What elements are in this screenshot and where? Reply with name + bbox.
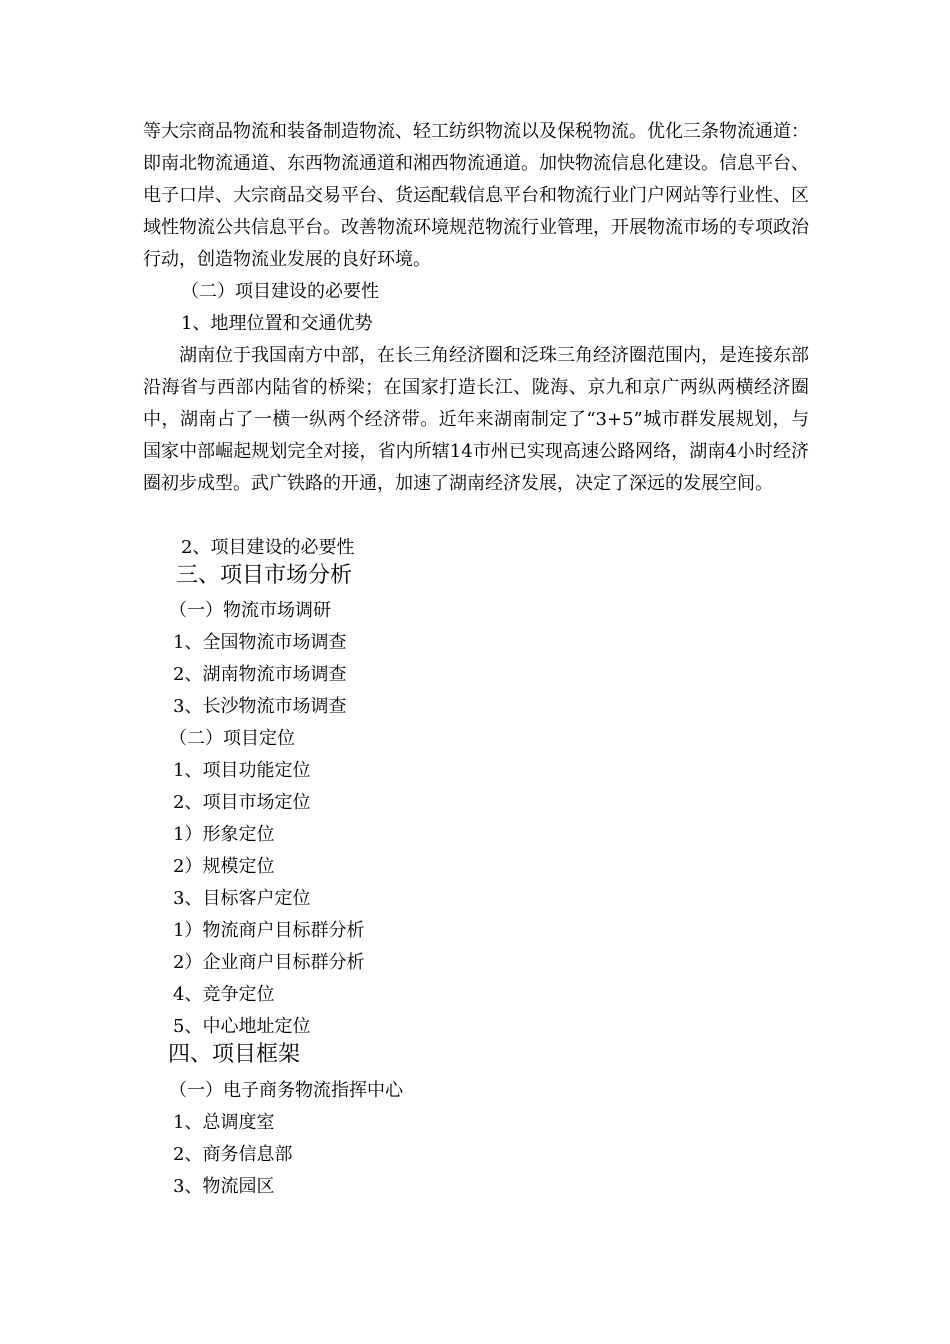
paragraph-hunan-location: 湖南位于我国南方中部，在长三角经济圈和泛珠三角经济圈范围内，是连接东部沿海省与西部内陆省的桥梁；在国家打造长江、陇海、京九和京广两纵两横经济圈中，湖南占了一横一纵两个经济带。近年来湖南制定了“3+5”城市群发展规划，与国家中部崛起规划完全对接，省内所辖14市州已实现高速公路网络，湖南4小时经济圈初步成型。武广铁路的开通，加速了湖南经济发展，决定了深远的发展空间。: [143, 345, 809, 494]
paragraph-logistics-channels: 等大宗商品物流和装备制造物流、轻工纺织物流以及保税物流。优化三条物流通道：即南北物流通道、东西物流通道和湘西物流通道。加快物流信息化建设。信息平台、电子口岸、大宗商品交易平台、货运配载信息平台和物流行业门户网站等行业性、区域性物流公共信息平台。改善物流环境规范物流行业管理，开展物流市场的专项政治行动，创造物流业发展的良好环境。: [143, 121, 809, 270]
subsection-construction-necessity: 2、项目建设的必要性: [181, 537, 355, 558]
item-enterprise-merchants: 2）企业商户目标群分析: [173, 952, 365, 973]
item-target-customer: 3、目标客户定位: [173, 888, 311, 909]
item-logistics-merchants: 1）物流商户目标群分析: [173, 920, 365, 941]
item-market-positioning: 2、项目市场定位: [173, 792, 311, 813]
chapter-heading-market-analysis: 三、项目市场分析: [176, 563, 353, 588]
item-national-survey: 1、全国物流市场调查: [173, 632, 347, 653]
item-competition-positioning: 4、竞争定位: [173, 984, 275, 1005]
chapter-heading-framework: 四、项目框架: [168, 1042, 301, 1067]
item-scale-positioning: 2）规模定位: [173, 856, 275, 877]
item-changsha-survey: 3、长沙物流市场调查: [173, 696, 347, 717]
item-business-info: 2、商务信息部: [173, 1144, 293, 1165]
item-logistics-park: 3、物流园区: [173, 1176, 275, 1197]
item-hunan-survey: 2、湖南物流市场调查: [173, 664, 347, 685]
section-positioning: （二）项目定位: [169, 728, 295, 749]
subsection-location-advantage: 1、地理位置和交通优势: [181, 313, 373, 334]
item-function-positioning: 1、项目功能定位: [173, 760, 311, 781]
item-image-positioning: 1）形象定位: [173, 824, 275, 845]
section-necessity: （二）项目建设的必要性: [181, 281, 379, 302]
item-site-positioning: 5、中心地址定位: [173, 1016, 311, 1037]
section-command-center: （一）电子商务物流指挥中心: [169, 1080, 403, 1101]
item-dispatch-room: 1、总调度室: [173, 1112, 275, 1133]
section-market-research: （一）物流市场调研: [169, 600, 331, 621]
